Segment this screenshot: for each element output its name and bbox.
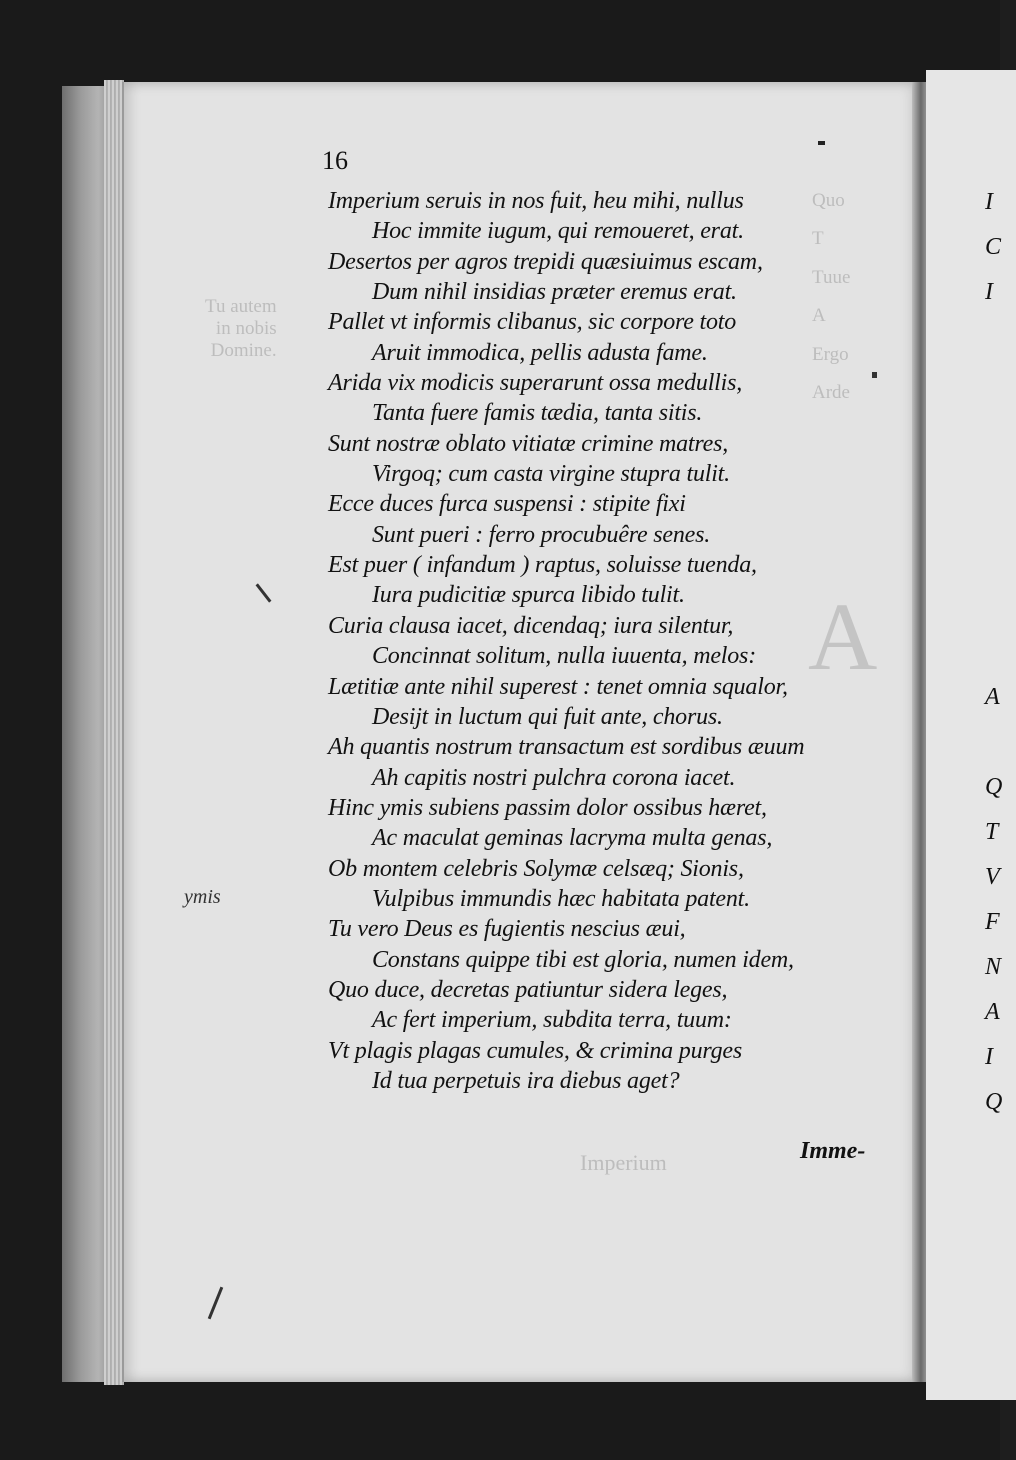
verse-line: Constans quippe tibi est gloria, numen idem, — [372, 946, 794, 973]
verse-line: Quo duce, decretas patiuntur sidera leges, — [328, 976, 728, 1003]
verse-line: Concinnat solitum, nulla iuuenta, melos: — [372, 643, 756, 670]
ink-mark — [818, 141, 825, 145]
right-page-initial-letter: I — [985, 1044, 993, 1070]
show-through-text-left: Tu autem in nobis Domine. — [205, 296, 277, 361]
show-through-text-bottom: Imperium — [580, 1150, 667, 1175]
right-page-initial-letter: A — [985, 684, 1000, 710]
verse-line: Ac maculat geminas lacryma multa genas, — [372, 825, 773, 852]
verse-line: Est puer ( infandum ) raptus, soluisse tuenda, — [328, 552, 757, 579]
verse-line: Sunt nostræ oblato vitiatæ crimine matres, — [328, 430, 729, 457]
verse-line: Dum nihil insidias præter eremus erat. — [372, 279, 737, 306]
verse-line: Vt plagis plagas cumules, & crimina purges — [328, 1037, 743, 1064]
verse-line: Imperium seruis in nos fuit, heu mihi, nullus — [328, 188, 744, 214]
right-page-initial-letter: T — [985, 819, 999, 845]
verse-line: Ac fert imperium, subdita terra, tuum: — [372, 1007, 732, 1034]
verse-line: Aruit immodica, pellis adusta fame. — [372, 339, 708, 366]
verse-line: Sunt pueri : ferro procubuêre senes. — [372, 521, 711, 548]
ink-dot — [872, 372, 877, 378]
verse-line: Arida vix modicis superarunt ossa medullis, — [328, 370, 743, 397]
verse-line: Ecce duces furca suspensi : stipite fixi — [328, 491, 686, 518]
page-number: 16 — [322, 146, 348, 175]
show-through-text-right: Quo T Tuue A Ergo Arde — [812, 190, 851, 403]
right-page-initial-letter: N — [985, 954, 1002, 980]
show-through-initial: A — [808, 583, 878, 690]
page-edges-stack — [104, 80, 124, 1385]
verse-line: Vulpibus immundis hæc habitata patent. — [372, 885, 750, 912]
verse-line: Hoc immite iugum, qui remoueret, erat. — [372, 218, 744, 245]
verse-line: Id tua perpetuis ira diebus aget? — [372, 1067, 680, 1094]
verse-line: Ah quantis nostrum transactum est sordibus æuum — [328, 734, 805, 761]
right-page-initial-letter: Q — [985, 1089, 1003, 1115]
verse-line: Iura pudicitiæ spurca libido tulit. — [372, 582, 685, 609]
verse-line: Hinc ymis subiens passim dolor ossibus hæret, — [328, 794, 767, 821]
right-page-initial-letter: Q — [985, 774, 1003, 800]
verse-line: Tanta fuere famis tædia, tanta sitis. — [372, 400, 703, 427]
verse-line: Lætitiæ ante nihil superest : tenet omnia squalor, — [328, 673, 788, 700]
catchword: Imme- — [800, 1138, 866, 1164]
verse-line: Desertos per agros trepidi quæsiuimus escam, — [328, 248, 763, 275]
right-page-initial-letter: F — [985, 909, 1000, 935]
right-page-initial-letter: I — [985, 279, 993, 305]
verse-line: Ob montem celebris Solymæ celsæq; Sionis, — [328, 855, 744, 882]
verse-line: Ah capitis nostri pulchra corona iacet. — [372, 764, 736, 791]
right-page-initial-letter: C — [985, 234, 1002, 260]
verse-line: Tu vero Deus es fugientis nescius æui, — [328, 916, 686, 943]
verse-line: Desijt in luctum qui fuit ante, chorus. — [372, 703, 723, 730]
marginal-annotation: ymis — [184, 886, 221, 908]
right-page-initial-letter: V — [985, 864, 1000, 890]
right-page-initial-letter: A — [985, 999, 1000, 1025]
verse-text-block — [328, 186, 898, 1096]
right-page-fragment — [926, 70, 1016, 1400]
right-page-initial-letter: I — [985, 189, 993, 215]
verse-line: Pallet vt informis clibanus, sic corpore toto — [328, 309, 737, 336]
verse-line: Virgoq; cum casta virgine stupra tulit. — [372, 461, 730, 488]
verse-line: Curia clausa iacet, dicendaq; iura silentur, — [328, 612, 734, 639]
